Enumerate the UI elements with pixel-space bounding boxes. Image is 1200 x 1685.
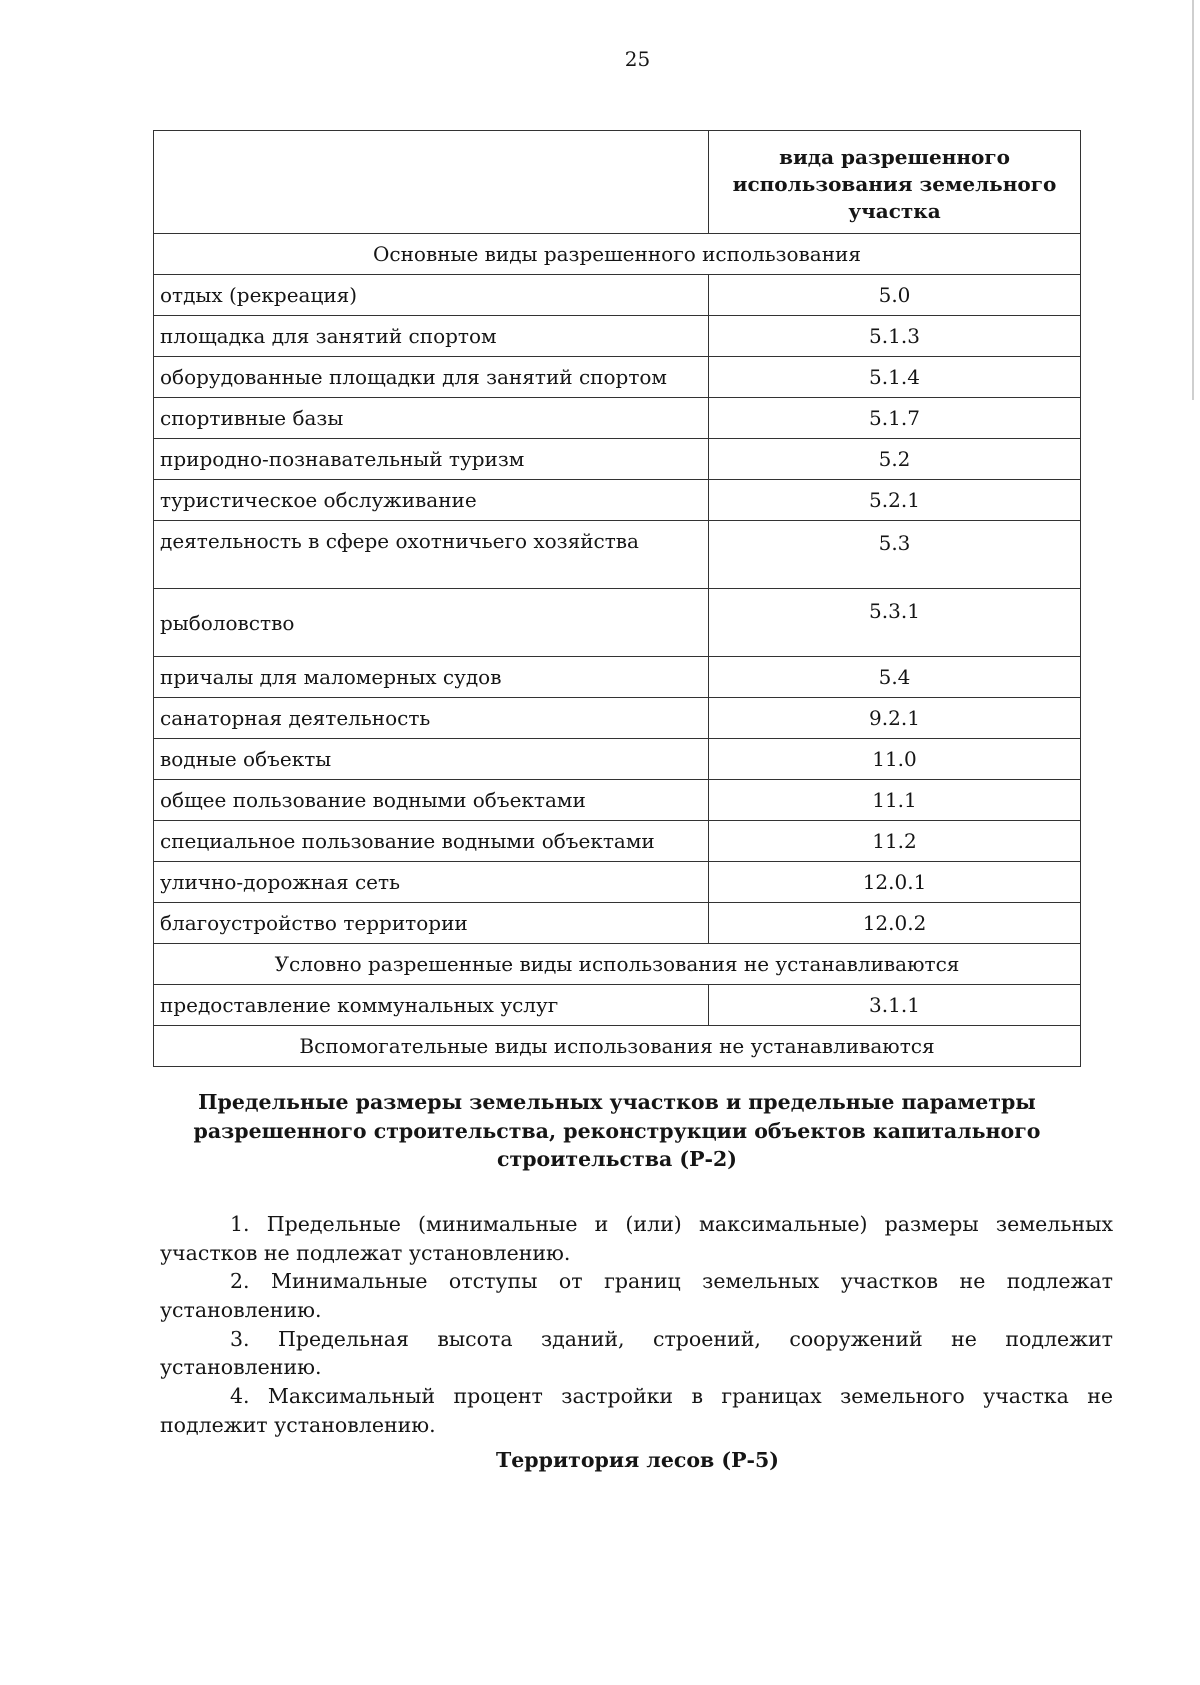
heading-line: разрешенного строительства, реконструкции объектов капитального [193,1118,1041,1143]
table-row [154,903,1081,944]
paragraph-list [160,1210,1113,1440]
use-name: площадка для занятий спортом [154,316,709,357]
use-code: 5.1.4 [709,357,1081,398]
use-code: 12.0.1 [709,862,1081,903]
table-row [154,398,1081,439]
section-title: Основные виды разрешенного использования [154,234,1081,275]
use-name: специальное пользование водными объектами [154,821,709,862]
use-name: причалы для маломерных судов [154,657,709,698]
use-code: 3.1.1 [709,985,1081,1026]
table-row [154,780,1081,821]
heading-line: Предельные размеры земельных участков и предельные параметры [198,1090,1036,1114]
subheading: Территория лесов (Р-5) [496,1448,779,1472]
use-code: 11.0 [709,739,1081,780]
use-name: природно-познавательный туризм [154,439,709,480]
use-name: оборудованные площадки для занятий спортом [154,357,709,398]
use-name: санаторная деятельность [154,698,709,739]
section-heading [153,1088,1081,1174]
table-row [154,862,1081,903]
paragraph: 4. Максимальный процент застройки в границах земельного участка не подлежит установлению. [160,1384,1113,1437]
table-row [154,698,1081,739]
use-name: туристическое обслуживание [154,480,709,521]
use-name: водные объекты [154,739,709,780]
use-code: 12.0.2 [709,903,1081,944]
table-row [154,357,1081,398]
use-code: 5.0 [709,275,1081,316]
use-name: рыболовство [154,589,709,657]
table-row [154,589,1081,657]
section-title: Вспомогательные виды использования не устанавливаются [154,1026,1081,1067]
use-name: деятельность в сфере охотничьего хозяйства [154,521,709,589]
table-row [154,521,1081,589]
use-code: 5.3 [709,521,1081,589]
table-row [154,480,1081,521]
scan-edge-mark [1192,0,1194,400]
use-code: 5.1.3 [709,316,1081,357]
section-row-main [154,234,1081,275]
table-row [154,821,1081,862]
section-title: Условно разрешенные виды использования не устанавливаются [154,944,1081,985]
page-number: 25 [624,47,651,71]
use-code: 9.2.1 [709,698,1081,739]
use-name: предоставление коммунальных услуг [154,985,709,1026]
table-row [154,985,1081,1026]
use-name: общее пользование водными объектами [154,780,709,821]
use-code: 5.3.1 [709,589,1081,657]
use-name: спортивные базы [154,398,709,439]
use-name: благоустройство территории [154,903,709,944]
use-name: отдых (рекреация) [154,275,709,316]
table-header-left [154,131,709,234]
paragraph: 2. Минимальные отступы от границ земельных участков не подлежат установлению. [160,1269,1113,1323]
use-code: 11.2 [709,821,1081,862]
table-row [154,657,1081,698]
land-use-table [153,130,1081,1067]
use-code: 5.1.7 [709,398,1081,439]
use-code: 5.2.1 [709,480,1081,521]
use-code: 11.1 [709,780,1081,821]
table-header-right: вида разрешенного использования земельного участка [709,131,1081,234]
table-row [154,275,1081,316]
paragraph: 3. Предельная высота зданий, строений, сооружений не подлежит установлению. [160,1326,1113,1380]
table-row [154,439,1081,480]
use-code: 5.2 [709,439,1081,480]
table-row [154,316,1081,357]
use-code: 5.4 [709,657,1081,698]
paragraph: 1. Предельные (минимальные и (или) максимальные) размеры земельных участков не подлежат установлению. [160,1212,1113,1265]
heading-line: строительства (Р-2) [497,1147,737,1172]
table-header-row [154,131,1081,234]
use-name: улично-дорожная сеть [154,862,709,903]
table-row [154,739,1081,780]
section-row-auxiliary [154,1026,1081,1067]
section-row-conditional [154,944,1081,985]
